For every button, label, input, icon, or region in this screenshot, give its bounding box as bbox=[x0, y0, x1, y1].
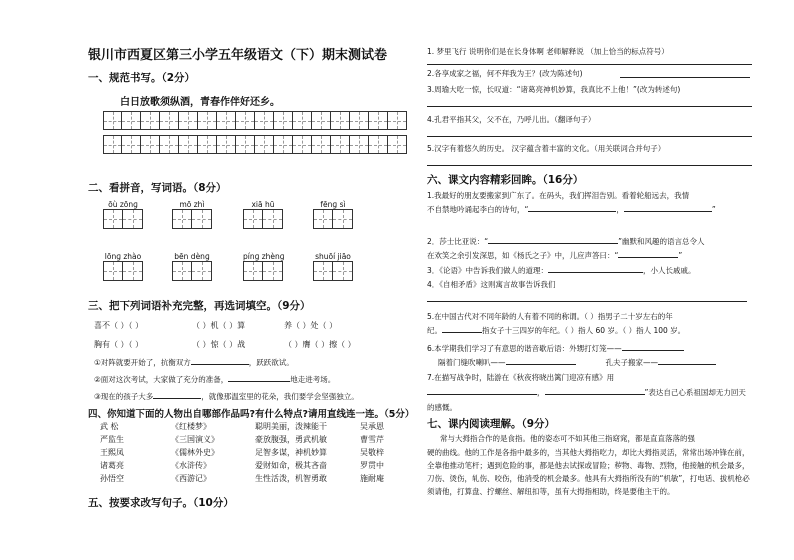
idiom-item[interactable]: 胸有（ ）（ ） bbox=[94, 340, 144, 349]
answer-line[interactable] bbox=[427, 106, 752, 107]
answer-boxes[interactable] bbox=[172, 209, 212, 229]
blank[interactable] bbox=[228, 381, 290, 382]
blank[interactable] bbox=[191, 364, 249, 365]
blank[interactable] bbox=[545, 394, 645, 395]
blank[interactable] bbox=[528, 211, 616, 212]
answer-line[interactable] bbox=[427, 165, 752, 166]
blank[interactable] bbox=[548, 272, 643, 273]
recall-q6: 6.本学期我们学习了有意思的谐音歇后语：外甥打灯笼—— bbox=[427, 343, 684, 354]
answer-boxes[interactable] bbox=[313, 209, 353, 229]
idiom-item[interactable]: （ ）机（ ）算 bbox=[192, 321, 246, 330]
answer-boxes[interactable] bbox=[103, 261, 143, 281]
author[interactable]: 吴敬梓 bbox=[360, 448, 384, 457]
answer-line[interactable] bbox=[427, 64, 752, 65]
recall-q6-cont: 隔着门缝吹喇叭—— 孔夫子搬家—— bbox=[438, 357, 716, 368]
recall-q7: 7.在描写战争时，陆游在《秋夜将晓出篱门迎凉有感》用 bbox=[427, 373, 615, 382]
answer-boxes[interactable] bbox=[243, 261, 285, 281]
answer-boxes[interactable] bbox=[172, 261, 212, 281]
fill-sentence-2: ②面对这次考试，大家做了充分的准备， 地走进考场。 bbox=[94, 375, 336, 384]
person[interactable]: 严监生 bbox=[100, 435, 124, 444]
fill-sentence-3: ③现在的孩子大多 ，就像那温室里的花朵，我们要学会坚强独立。 bbox=[94, 392, 359, 401]
blank[interactable] bbox=[488, 243, 618, 244]
pinyin-item: mō zhì bbox=[172, 200, 212, 229]
book[interactable]: 《儒林外史》 bbox=[171, 448, 219, 457]
answer-boxes[interactable] bbox=[313, 261, 353, 281]
trait[interactable]: 聪明美丽，泼辣能干 bbox=[255, 422, 327, 431]
rewrite-q4: 4.孔君平指其父，父不在，乃呼儿出。（翻译句子） bbox=[427, 115, 596, 124]
recall-q3: 3．《论语》中告诉我们做人的道理： ，小人长戚戚。 bbox=[427, 266, 696, 275]
trait[interactable]: 足智多谋，神机妙算 bbox=[255, 448, 327, 457]
section6-heading: 六、课文内容精彩回眸。（16分） bbox=[427, 174, 584, 186]
pinyin-item: shuōí jiāo bbox=[313, 252, 353, 281]
trait[interactable]: 爱财如命，极其吝啬 bbox=[255, 461, 327, 470]
recall-q2: 2．莎士比亚说：“ ”幽默和风趣的语言总令人 bbox=[427, 237, 705, 246]
section4-heading: 四、你知道下面的人物出自哪部作品吗?有什么特点?请用直线连一连。（5分） bbox=[88, 409, 415, 420]
answer-line[interactable] bbox=[620, 77, 750, 78]
author[interactable]: 罗贯中 bbox=[360, 461, 384, 470]
blank[interactable] bbox=[442, 332, 482, 333]
answer-boxes[interactable] bbox=[243, 209, 283, 229]
rewrite-q5: 5.汉字有着悠久的历史。 汉字蕴含着丰富的文化。（用关联词合并句子） bbox=[427, 144, 666, 153]
blank[interactable] bbox=[658, 364, 716, 365]
idiom-item[interactable]: 养（ ）处（ ） bbox=[284, 321, 338, 330]
writing-grid-row-1[interactable] bbox=[103, 111, 407, 130]
rewrite-q2: 2.各享成家之福，何不拜我为王？(改为陈述句) bbox=[427, 69, 583, 78]
blank[interactable] bbox=[153, 398, 201, 399]
section1-heading: 一、规范书写。（2分） bbox=[88, 72, 196, 84]
pinyin-item: pínɡ zhènɡ bbox=[243, 252, 285, 281]
answer-line[interactable] bbox=[427, 301, 747, 302]
answer-line[interactable] bbox=[427, 136, 752, 137]
pinyin-item: bēn dènɡ bbox=[172, 252, 212, 281]
section2-heading: 二、看拼音，写词语。（8分） bbox=[88, 182, 227, 194]
blank[interactable] bbox=[618, 257, 678, 258]
section7-heading: 七、课内阅读理解。（9分） bbox=[427, 418, 556, 430]
pinyin-item: fēnɡ sì bbox=[313, 200, 353, 229]
pinyin-item: ōù zōnɡ bbox=[103, 200, 143, 229]
rewrite-q1: 1. 梦里飞行 说明你们是在长身体啊 老师解释说 （加上恰当的标点符号） bbox=[427, 47, 669, 56]
recall-q1: 1.我最好的朋友要搬家到广东了。在码头，我们挥泪告别。看着轮船远去，我情 bbox=[427, 191, 690, 200]
rewrite-q3: 3.周瑜大吃一惊，长叹道：“诸葛亮神机妙算，我真比不上他！”(改为转述句) bbox=[427, 85, 681, 94]
blank[interactable] bbox=[506, 364, 576, 365]
reading-passage-line: 常与大拇指合作的是食指。他的姿态可不如其他三指窈窕，都是直直落落的强 bbox=[440, 434, 695, 443]
idiom-item[interactable]: 喜不（ ）（ ） bbox=[94, 321, 144, 330]
book[interactable]: 《水浒传》 bbox=[171, 461, 211, 470]
blank[interactable] bbox=[427, 394, 537, 395]
answer-boxes[interactable] bbox=[103, 209, 143, 229]
recall-q5: 5.在中国古代对不同年龄的人有着不同的称谓。（ ）指男子二十岁左右的年 bbox=[427, 312, 673, 321]
copy-sentence: 白日放歌须纵酒，青春作伴好还乡。 bbox=[120, 97, 280, 108]
recall-q7-end: 的感慨。 bbox=[427, 403, 457, 412]
book[interactable]: 《三国演义》 bbox=[171, 435, 219, 444]
page-title: 银川市西夏区第三小学五年级语文（下）期末测试卷 bbox=[88, 48, 388, 63]
person[interactable]: 王熙凤 bbox=[100, 448, 124, 457]
book[interactable]: 《红楼梦》 bbox=[171, 422, 211, 431]
author[interactable]: 曹雪芹 bbox=[360, 435, 384, 444]
pinyin-item: lōnɡ zhào bbox=[103, 252, 143, 281]
person[interactable]: 孙悟空 bbox=[100, 474, 124, 483]
author[interactable]: 吴承恩 bbox=[360, 422, 384, 431]
idiom-item[interactable]: （ ）膺（ ）擦（ ） bbox=[284, 340, 356, 349]
recall-q7-cont: ， ”表达自己心系祖国却无力回天 bbox=[427, 387, 746, 398]
author[interactable]: 施耐庵 bbox=[360, 474, 384, 483]
person[interactable]: 武 松 bbox=[100, 422, 119, 431]
recall-q2-cont: 在欢笑之余引发深思，如《杨氏之子》中，儿应声答曰：“ ” bbox=[427, 251, 683, 260]
trait[interactable]: 生性活泼，机智勇敢 bbox=[255, 474, 327, 483]
person[interactable]: 诸葛亮 bbox=[100, 461, 124, 470]
idiom-item[interactable]: （ ）惊（ ）战 bbox=[192, 340, 246, 349]
recall-q1-cont: 不自禁地吟诵起李白的诗句，“ ， ” bbox=[427, 205, 716, 214]
blank[interactable] bbox=[624, 211, 712, 212]
blank[interactable] bbox=[622, 350, 684, 351]
reading-passage: 硬的曲线。他的工作是各指中最多的，当其他大拇指吃力，却比大拇指灵活，常常出场冲锋在前，全靠他推动笔杆；遇到危险的事，都是他去试探或冒险；秽物、毒物、烈物，他接触的机会最多，刀伤、烫伤，轧伤、咬伤，他消受的机会最多。他具有大拇指所没有的“机敏”，打电话、拔机枪必须请他，打算盘、拧螺丝、解纽扣等，虽有大拇指相助，终是要他主干的。 bbox=[427, 448, 750, 496]
writing-grid-row-2[interactable] bbox=[103, 135, 407, 154]
trait[interactable]: 豪放腹强，勇武机敏 bbox=[255, 435, 327, 444]
pinyin-item: xiā hū bbox=[243, 200, 283, 229]
recall-q4: 4．《自相矛盾》这则寓言故事告诉我们 bbox=[427, 280, 556, 289]
book[interactable]: 《西游记》 bbox=[171, 474, 211, 483]
recall-q5-cont: 纪。 指女子十三四岁的年纪。（ ）指人 60 岁。（ ）指人 100 岁。 bbox=[427, 326, 686, 335]
fill-sentence-1: ①对阵就要开始了，抗衡双方 ，跃跃欲试。 bbox=[94, 358, 294, 367]
section3-heading: 三、把下列词语补充完整，再选词填空。（9分） bbox=[88, 300, 311, 312]
section5-heading: 五、按要求改写句子。（10分） bbox=[88, 497, 234, 509]
